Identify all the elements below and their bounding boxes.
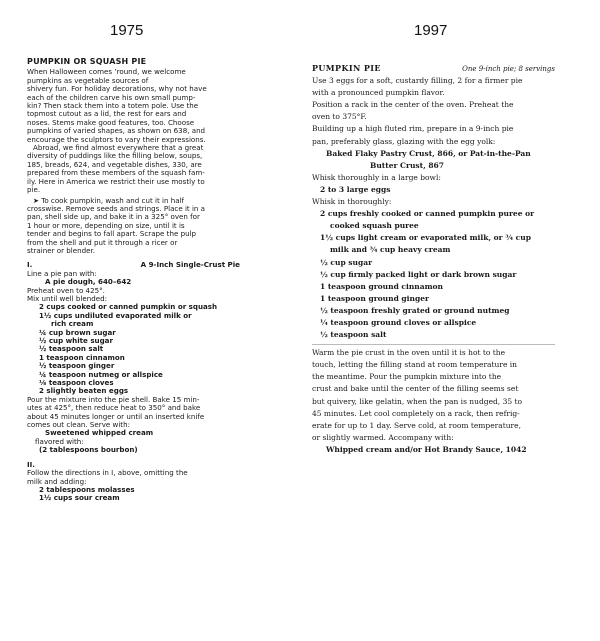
text-line: Building up a high fluted rim, prepare in a 9-inch pie (312, 124, 514, 134)
ingredient-line: ½ teaspoon salt (320, 330, 387, 340)
text-line: with a pronounced pumpkin flavor. (312, 88, 445, 98)
text-line: but quivery, like gelatin, when the pan is nudged, 35 to (312, 396, 523, 406)
section-number: II. (27, 459, 35, 469)
ingredient-line: 2 tablespoons molasses (39, 484, 135, 494)
ingredient-line: 2 cups cooked or canned pumpkin or squash (39, 302, 218, 312)
recipe-page-1997 (312, 62, 555, 510)
ingredient-line: 2 to 3 large eggs (320, 184, 391, 194)
ingredient-line: 2 slightly beaten eggs (39, 386, 129, 396)
ingredient-line: A pie dough, 640–642 (45, 277, 132, 287)
cooking-step (27, 197, 240, 256)
text-line: from the shell and put it through a ricer or (27, 237, 178, 247)
year-label-1997: 1997 (414, 22, 448, 39)
ingredient-line: cooked squash puree (330, 221, 419, 231)
method-paragraph (312, 347, 555, 444)
recipe-header (312, 62, 555, 75)
section-title: A 9-Inch Single-Crust Pie (140, 260, 240, 270)
ingredient-line: 1½ cups undiluted evaporated milk or (39, 310, 192, 320)
text-line: strainer or blender. (27, 245, 95, 255)
ingredient-line: milk and ¾ cup heavy cream (330, 245, 451, 255)
text-line: or slightly warmed. Accompany with: (312, 432, 454, 442)
ingredient-line: 1 teaspoon cinnamon (39, 352, 125, 362)
text-line: crust and bake until the center of the filling seems set (312, 384, 519, 394)
text-line: Use 3 eggs for a soft, custardy filling, 2 for a firmer pie (312, 76, 523, 86)
section-two-text (27, 469, 240, 486)
text-line: touch, letting the filling stand at room temperature in (312, 360, 517, 370)
intro-paragraph (312, 75, 555, 148)
intro-paragraph (27, 68, 240, 144)
text-line: about 45 minutes longer or until an inserted knife (27, 411, 205, 421)
text-line: diversity of puddings like the filling below, soups, (27, 151, 203, 161)
text-line: each of the children carve his own small pump- (27, 92, 196, 102)
ingredient-line: ½ teaspoon ginger (39, 361, 115, 371)
instruction-line: flavored with: (35, 436, 84, 446)
text-line: pan, shell side up, and bake it in a 325° oven for (27, 212, 200, 222)
text-line: encourage the sculptors to vary their expressions. (27, 134, 206, 144)
text-line: noses. Stems make good features, too. Choose (27, 117, 195, 127)
text-line: Warm the pie crust in the oven until it is hot to the (312, 348, 506, 358)
text-line: prepared from these members of the squash fam- (27, 168, 205, 178)
instruction-line: Line a pie pan with: (27, 268, 97, 278)
text-line: erate for up to 1 day. Serve cold, at room temperature, (312, 420, 521, 430)
ingredient-list (312, 208, 555, 341)
ingredient-line: 1 teaspoon ground cinnamon (320, 281, 443, 291)
ingredient-line: ¼ teaspoon ground cloves or allspice (320, 317, 477, 327)
ingredient-line: 1½ cups light cream or evaporated milk, or ¾ cup (320, 233, 531, 243)
text-line: the meantime. Pour the pumpkin mixture into the (312, 372, 502, 382)
text-line: Pour the mixture into the pie shell. Bake 15 min- (27, 394, 200, 404)
text-line: 45 minutes. Let cool completely on a rack, then refrig- (312, 408, 520, 418)
instruction-line: Whisk thoroughly in a large bowl: (312, 172, 441, 182)
instruction-line: Whisk in thoroughly: (312, 197, 392, 207)
text-line: oven to 375°F. (312, 112, 367, 122)
ingredient-line: ½ teaspoon salt (39, 344, 104, 354)
ingredient-line: 2 cups freshly cooked or canned pumpkin puree or (320, 209, 535, 219)
recipe-title: PUMPKIN OR SQUASH PIE (27, 58, 147, 66)
ingredient-line: Baked Flaky Pastry Crust, 866, or Pat-in-the-Pan (326, 148, 531, 158)
text-line: Follow the directions in I, above, omitting the (27, 468, 188, 478)
ingredient-line: rich cream (51, 319, 94, 329)
second-paragraph (27, 144, 240, 194)
section-number: I. (27, 260, 33, 270)
text-line: milk and adding: (27, 476, 87, 486)
instruction-line: Mix until well blended: (27, 293, 107, 303)
text-line: crosswise. Remove seeds and strings. Place it in a (27, 203, 206, 213)
ingredient-line: Whipped cream and/or Hot Brandy Sauce, 1042 (326, 444, 527, 454)
text-line: When Halloween comes ’round, we welcome (27, 67, 186, 77)
ingredient-line: ½ cup sugar (320, 257, 373, 267)
crust-ingredient (312, 148, 555, 172)
text-line: pumpkins as vegetable sources of (27, 75, 149, 85)
ingredient-line: Butter Crust, 867 (370, 160, 444, 170)
ingredient-line: Sweetened whipped cream (45, 428, 154, 438)
text-line: pumpkins of varied shapes, as shown on 638, and (27, 126, 206, 136)
text-line: tender and begins to fall apart. Scrape the pulp (27, 229, 197, 239)
text-line: pie. (27, 185, 41, 195)
ingredient-line: ¼ cup brown sugar (39, 327, 116, 337)
recipe-page-1975 (27, 58, 240, 598)
ingredient-line: 1 teaspoon ground ginger (320, 293, 429, 303)
text-line: Abroad, we find almost everywhere that a great (33, 143, 204, 153)
recipe-title: PUMPKIN PIE (312, 63, 381, 73)
text-line: shivery fun. For holiday decorations, why not have (27, 84, 207, 94)
ingredient-line: ½ teaspoon freshly grated or ground nutmeg (320, 305, 510, 315)
text-line: topmost cutout as a lid, the rest for ears and (27, 109, 187, 119)
text-line: utes at 425°, then reduce heat to 350° and bake (27, 403, 201, 413)
ingredient-list (27, 486, 240, 503)
text-line: 185, breads, 624, and vegetable dishes, 330, are (27, 159, 202, 169)
text-line: pan, preferably glass, glazing with the egg yolk: (312, 136, 496, 146)
ingredient-line: ¼ teaspoon nutmeg or allspice (39, 369, 163, 379)
recipe-yield: One 9-inch pie; 8 servings (462, 65, 555, 73)
year-label-1975: 1975 (110, 22, 144, 39)
ingredient-list (27, 303, 240, 395)
text-line: comes out clean. Serve with: (27, 420, 130, 430)
divider (312, 344, 555, 345)
method-paragraph (27, 396, 240, 430)
text-line: ➤ To cook pumpkin, wash and cut it in half (33, 195, 185, 205)
ingredient-line: ½ cup white sugar (39, 336, 113, 345)
text-line: 1 hour or more, depending on size, until it is (27, 220, 185, 230)
ingredient-line: ½ cup firmly packed light or dark brown sugar (320, 269, 517, 279)
ingredient-line: 1½ cups sour cream (39, 493, 120, 503)
ingredient-line: ⅛ teaspoon cloves (39, 378, 114, 388)
text-line: Position a rack in the center of the oven. Preheat the (312, 100, 514, 110)
ingredient-line: (2 tablespoons bourbon) (39, 445, 138, 455)
text-line: kin? Then stack them into a totem pole. Use the (27, 101, 199, 111)
instruction-line: Preheat oven to 425°. (27, 285, 105, 295)
text-line: ily. Here in America we restrict their use mostly to (27, 176, 205, 186)
